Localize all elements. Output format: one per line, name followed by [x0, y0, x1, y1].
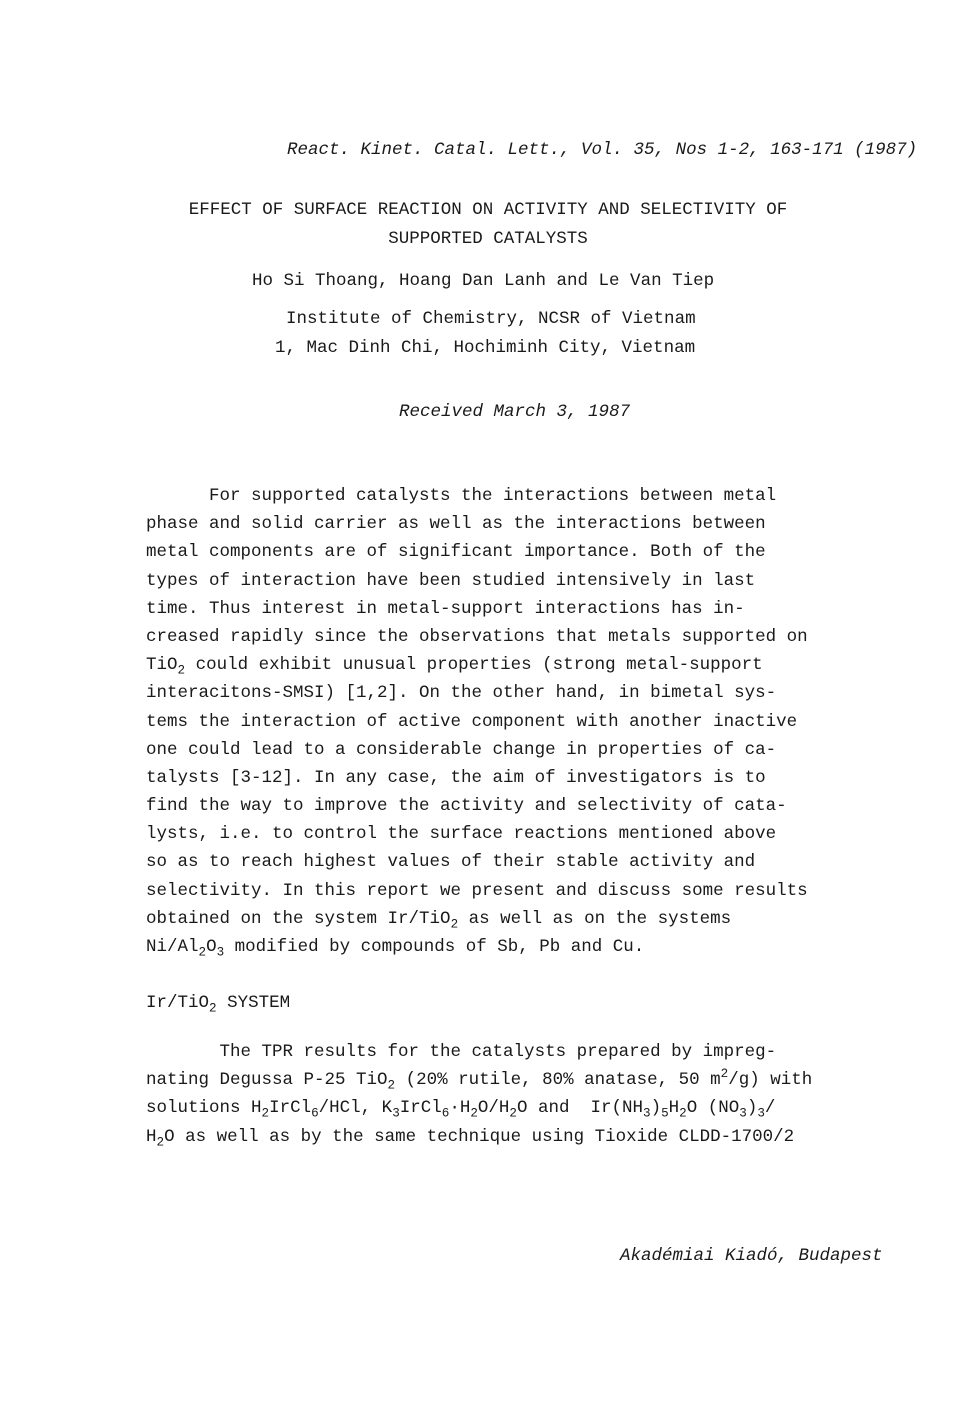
text-span: ·H: [449, 1098, 471, 1119]
received-date: Received March 3, 1987: [399, 402, 631, 422]
text-span: could exhibit unusual properties (strong metal-support: [185, 655, 763, 676]
text-line: [146, 1123, 886, 1151]
subscript: 6: [311, 1106, 319, 1121]
text-span: H: [668, 1098, 680, 1119]
text-line: [146, 1094, 886, 1122]
subscript: 2: [177, 663, 186, 678]
text-span: H: [146, 1126, 157, 1147]
text-line: types of interaction have been studied intensively in last: [146, 570, 756, 591]
subscript: 3: [392, 1106, 400, 1121]
subscript: 3: [216, 945, 225, 960]
text-line: tems the interaction of active component with another inactive: [146, 711, 798, 732]
text-line: lysts, i.e. to control the surface reactions mentioned above: [146, 824, 777, 845]
text-line: [146, 933, 876, 961]
subscript: 2: [509, 1106, 517, 1121]
subscript: 3: [757, 1106, 765, 1121]
text-span: O: [206, 937, 217, 957]
abstract-paragraph: [146, 482, 876, 961]
text-line: interacitons-SMSI) [1,2]. On the other hand, in bimetal sys-: [146, 683, 777, 704]
subscript: 2: [679, 1106, 687, 1121]
text-span: /HCl, K: [318, 1098, 393, 1119]
text-span: ): [650, 1098, 662, 1119]
text-line: so as to reach highest values of their stable activity and: [146, 852, 756, 873]
subscript: 3: [643, 1106, 651, 1121]
text-line: one could lead to a considerable change in properties of ca-: [146, 739, 777, 760]
text-span: modified by compounds of Sb, Pb and Cu.: [224, 937, 645, 957]
text-span: IrCl: [399, 1098, 442, 1119]
text-span: /: [764, 1098, 776, 1119]
subscript: 5: [661, 1106, 669, 1121]
text-span: SYSTEM: [216, 993, 291, 1013]
text-span: solutions H: [146, 1098, 262, 1119]
publisher-footer: Akadémiai Kiadó, Budapest: [620, 1246, 883, 1266]
section-heading: [146, 993, 291, 1016]
text-line: phase and solid carrier as well as the interactions between: [146, 514, 766, 535]
text-span: O (NO: [686, 1098, 740, 1119]
text-line: [146, 651, 876, 679]
text-span: obtained on the system Ir/TiO: [146, 908, 451, 929]
text-span: O/H: [477, 1098, 510, 1119]
authors: Ho Si Thoang, Hoang Dan Lanh and Le Van Tiep: [252, 271, 715, 291]
text-line: time. Thus interest in metal-support interactions has in-: [146, 598, 745, 619]
affiliation-line-1: Institute of Chemistry, NCSR of Vietnam: [286, 309, 696, 329]
text-span: Ir/TiO: [146, 993, 210, 1013]
body-paragraph: [146, 1038, 886, 1151]
text-span: nating Degussa P-25 TiO: [146, 1070, 388, 1091]
journal-citation: React. Kinet. Catal. Lett., Vol. 35, Nos 1-2, 163-171 (1987): [287, 140, 918, 160]
affiliation-line-2: 1, Mac Dinh Chi, Hochiminh City, Vietnam: [275, 338, 696, 358]
text-span: (20% rutile, 80% anatase, 50 m: [395, 1070, 721, 1091]
text-span: TiO: [146, 655, 178, 676]
subscript: 6: [441, 1106, 450, 1121]
subscript: 2: [387, 1078, 396, 1093]
text-span: as well as on the systems: [458, 908, 732, 929]
text-line: [146, 1066, 886, 1094]
subscript: 2: [470, 1106, 478, 1121]
text-line: The TPR results for the catalysts prepared by impreg-: [146, 1042, 777, 1062]
subscript: 3: [739, 1106, 747, 1121]
text-span: Ni/Al: [146, 937, 199, 957]
text-line: find the way to improve the activity and selectivity of cata-: [146, 796, 787, 817]
text-span: O and Ir(NH: [516, 1098, 644, 1119]
text-line: For supported catalysts the interactions between metal: [146, 486, 777, 506]
subscript: 2: [198, 945, 207, 960]
text-span: /g) with: [728, 1070, 813, 1091]
subscript: 2: [450, 917, 459, 932]
text-line: talysts [3-12]. In any case, the aim of investigators is to: [146, 767, 766, 788]
text-line: [146, 905, 876, 933]
text-line: creased rapidly since the observations that metals supported on: [146, 626, 808, 647]
text-line: metal components are of significant importance. Both of the: [146, 542, 766, 563]
superscript: 2: [720, 1067, 729, 1082]
text-line: selectivity. In this report we present and discuss some results: [146, 880, 808, 901]
paper-title-line-2: SUPPORTED CATALYSTS: [388, 229, 588, 249]
subscript: 2: [156, 1134, 165, 1149]
paper-title-line-1: EFFECT OF SURFACE REACTION ON ACTIVITY AND SELECTIVITY OF: [188, 200, 788, 220]
subscript: 2: [261, 1106, 270, 1121]
text-span: O as well as by the same technique using Tioxide CLDD-1700/2: [164, 1126, 795, 1147]
text-span: IrCl: [269, 1098, 312, 1119]
subscript: 2: [209, 1001, 217, 1016]
text-span: ): [746, 1098, 758, 1119]
